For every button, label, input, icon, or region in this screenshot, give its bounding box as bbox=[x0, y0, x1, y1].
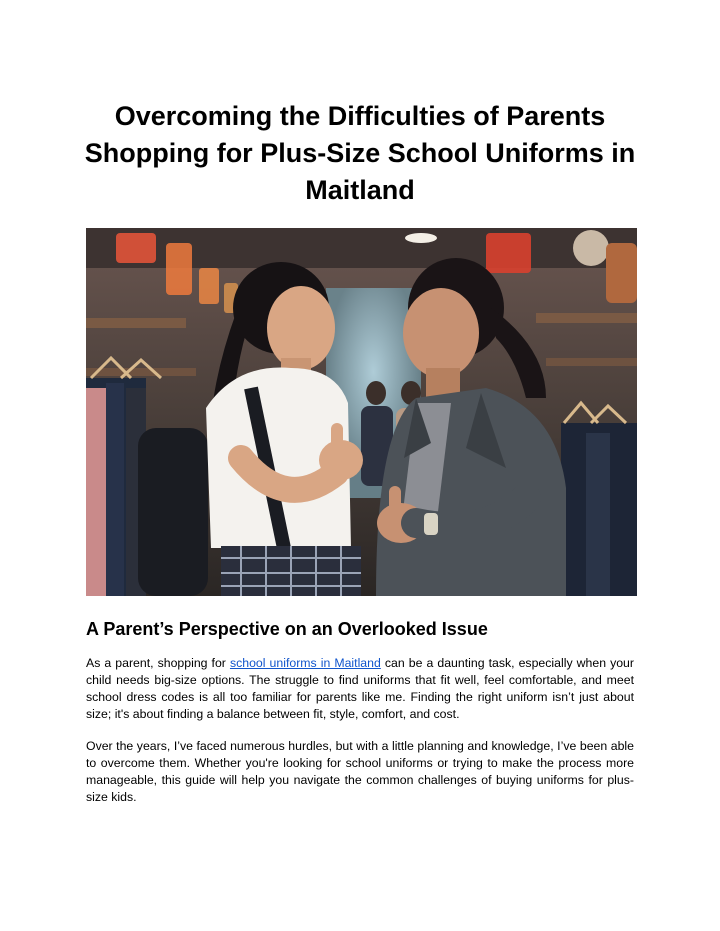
section-heading: A Parent’s Perspective on an Overlooked Issue bbox=[86, 619, 488, 639]
document-title: Overcoming the Difficulties of Parents Shopping for Plus-Size School Uniforms in Maitland bbox=[84, 101, 636, 205]
store-photo-illustration bbox=[86, 228, 637, 596]
paragraph-experience: Over the years, I’ve faced numerous hurdles, but with a little planning and knowledge, I’ve been able to overcome them. Whether you're looking for school uniforms or trying to make the process more manageable, this guide will help you navigate the common challenges of buying uniforms for plus-size kids. bbox=[86, 739, 634, 804]
paragraph-intro-text-before: As a parent, shopping for bbox=[86, 656, 230, 670]
hero-image bbox=[86, 228, 637, 596]
paragraph-intro bbox=[86, 655, 634, 723]
school-uniforms-maitland-link[interactable]: school uniforms in Maitland bbox=[229, 656, 381, 670]
paragraph-intro-text-after: can be a daunting task, especially when your child needs big-size options. The struggle to find uniforms that fit well, feel comfortable, and meet school dress codes is all too familiar for parents like me. Finding the right uniform isn’t just about size; it's about finding a balance between fit, style, comfort, and cost. bbox=[86, 656, 634, 721]
